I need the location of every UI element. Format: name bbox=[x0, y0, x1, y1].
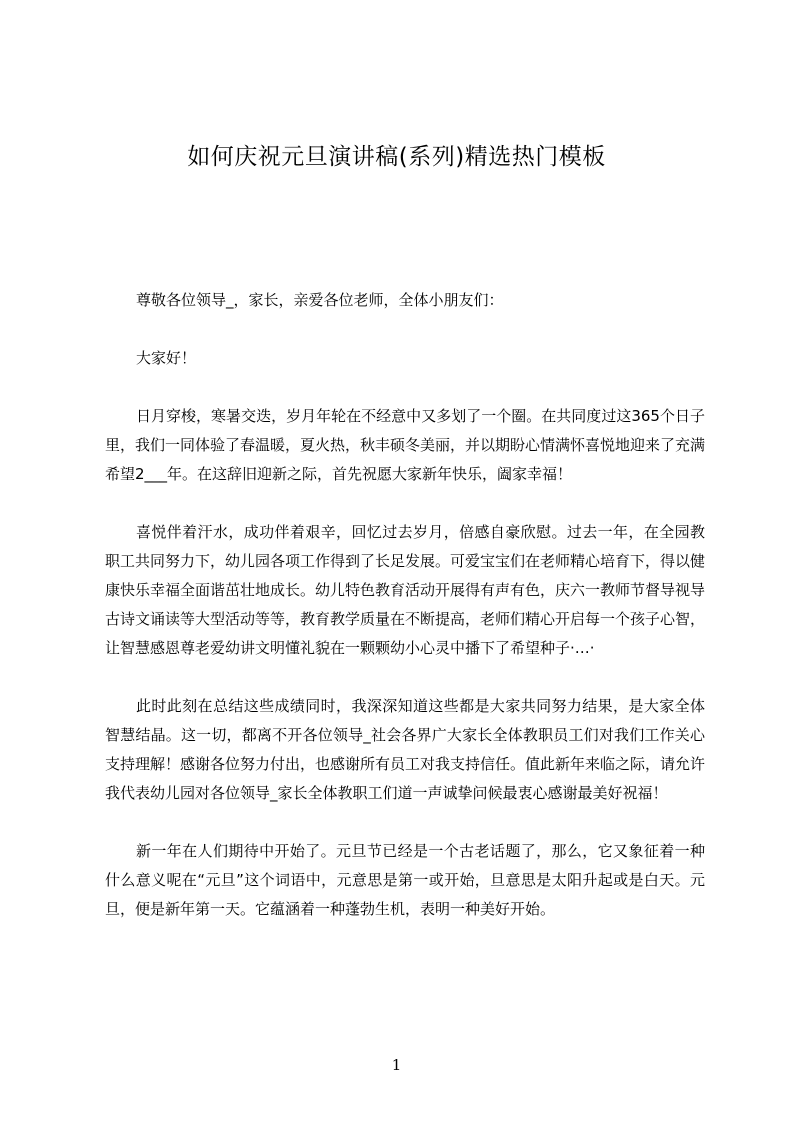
document-title: 如何庆祝元旦演讲稿(系列)精选热门模板 bbox=[187, 144, 606, 170]
body-paragraph: 此时此刻在总结这些成绩同时，我深深知道这些都是大家共同努力结果，是大家全体智慧结晶。这一切，都离不开各位领导_社会各界广大家长全体教职员工们对我们工作关心支持理解！感谢各位努力付出，也感谢所有员工对我支持信任。值此新年来临之际，请允许我代表幼儿园对各位领导_家长全体教职工们道一声诚挚问候最衷心感谢最美好祝福！ bbox=[105, 697, 706, 802]
body-paragraph: 新一年在人们期待中开始了。元旦节已经是一个古老话题了，那么，它又象征着一种什么意义呢在“元旦”这个词语中，元意思是第一或开始，旦意思是太阳升起或是白天。元旦，便是新年第一天。它蕴涵着一种蓬勃生机，表明一种美好开始。 bbox=[105, 842, 705, 918]
greeting-paragraph: 大家好！ bbox=[136, 349, 197, 367]
body-paragraph: 喜悦伴着汗水，成功伴着艰辛，回忆过去岁月，倍感自豪欣慰。过去一年，在全园教职工共同努力下，幼儿园各项工作得到了长足发展。可爱宝宝们在老师精心培育下，得以健康快乐幸福全面谐茁壮地成长。幼儿特色教育活动开展得有声有色，庆六一教师节督导视导古诗文诵读等大型活动等等，教育教学质量在不断提高，老师们精心开启每一个孩子心智，让智慧感恩尊老爱幼讲文明懂礼貌在一颗颗幼小心灵中播下了希望种子·…· bbox=[105, 523, 706, 657]
body-paragraph: 日月穿梭，寒暑交迭，岁月年轮在不经意中又多划了一个圈。在共同度过这365个日子里，我们一同体验了春温暖，夏火热，秋丰硕冬美丽，并以期盼心情满怀喜悦地迎来了充满希望2___年。在这辞旧迎新之际，首先祝愿大家新年快乐，阖家幸福！ bbox=[105, 407, 706, 483]
page-number: 1 bbox=[391, 1056, 402, 1074]
salutation-paragraph: 尊敬各位领导_，家长，亲爱各位老师，全体小朋友们： bbox=[136, 291, 504, 309]
document-body bbox=[105, 286, 705, 953]
